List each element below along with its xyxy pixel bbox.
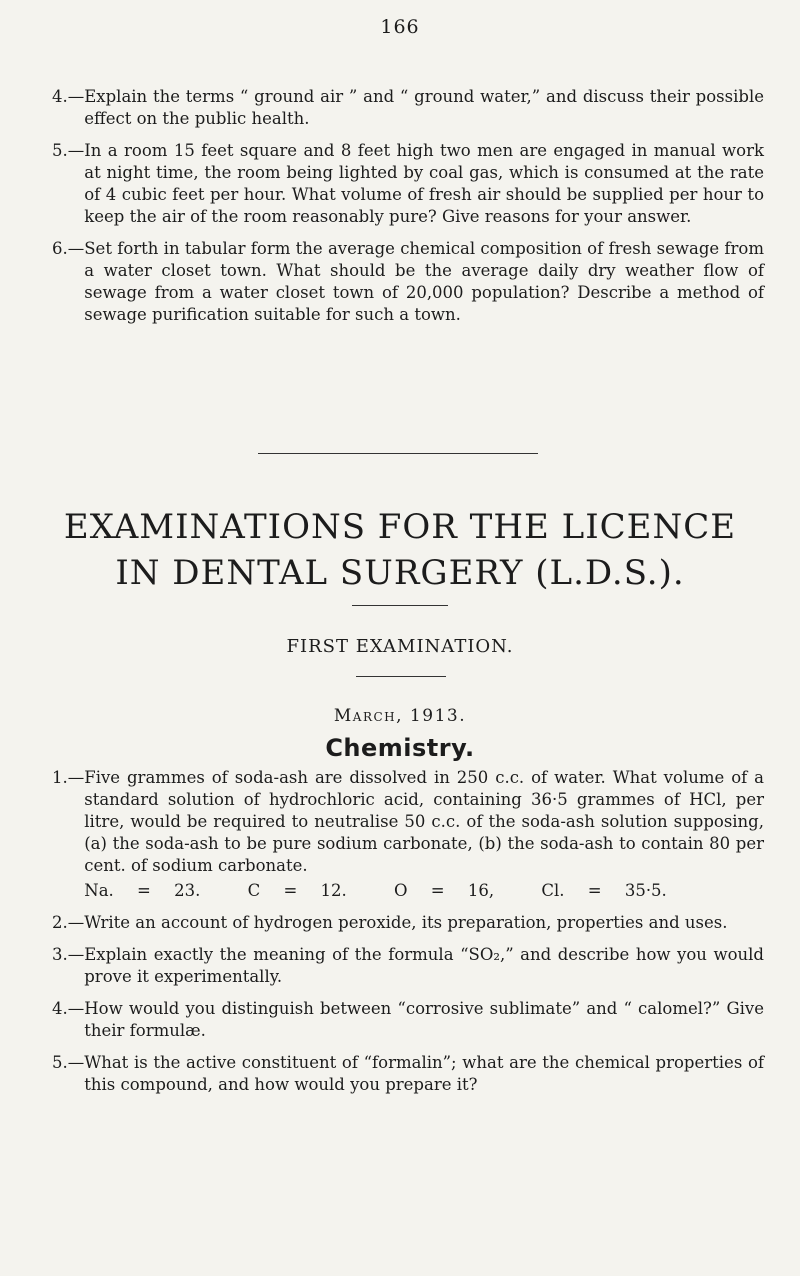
heading-line-1: EXAMINATIONS FOR THE LICENCE xyxy=(63,507,737,547)
subject-title: Chemistry. xyxy=(325,734,475,762)
question-number: 5.— xyxy=(52,1053,85,1072)
question-text: Explain exactly the meaning of the formula “SO₂,” and describe how you would prove it experimentally. xyxy=(84,945,764,986)
heading-line-2: IN DENTAL SURGERY (L.D.S.). xyxy=(115,553,685,593)
atomic-weight: Cl. = 35·5. xyxy=(541,881,667,900)
question-text: In a room 15 feet square and 8 feet high two men are engaged in manual work at night time, the room being lighted by coal gas, which is consumed at the rate of 4 cubic feet per hour. What volume of fresh air should be supplied per hour to keep the air of the room reasonably pure? Give reasons for your answer. xyxy=(84,141,764,226)
exam-questions xyxy=(52,767,764,1106)
list-item xyxy=(52,767,764,902)
previous-questions xyxy=(52,86,764,336)
page-number: 166 xyxy=(380,16,420,38)
list-item xyxy=(52,86,764,130)
exam-title-divider xyxy=(356,676,446,677)
atomic-weight: C = 12. xyxy=(247,881,347,900)
question-number: 4.— xyxy=(52,999,85,1018)
question-number: 3.— xyxy=(52,945,85,964)
question-number: 5.— xyxy=(52,141,85,160)
question-text: Set forth in tabular form the average chemical composition of fresh sewage from a water closet town. What should be the average daily dry weather flow of sewage from a water closet town of 20,000 population? Describe a method of sewage purification suitable for such a town. xyxy=(84,239,764,324)
list-item xyxy=(52,1052,764,1096)
list-item xyxy=(52,238,764,326)
exam-title: FIRST EXAMINATION. xyxy=(286,636,514,657)
list-item xyxy=(52,140,764,228)
atomic-weight: Na. = 23. xyxy=(84,881,201,900)
question-text: How would you distinguish between “corrosive sublimate” and “ calomel?” Give their formulæ. xyxy=(84,999,764,1040)
list-item xyxy=(52,944,764,988)
list-item xyxy=(52,912,764,934)
atomic-weight: O = 16, xyxy=(394,881,495,900)
question-number: 2.— xyxy=(52,913,85,932)
question-text: What is the active constituent of “formalin”; what are the chemical properties of this compound, and how would you prepare it? xyxy=(84,1053,764,1094)
question-number: 1.— xyxy=(52,768,85,787)
section-divider xyxy=(258,453,538,454)
exam-date: March, 1913. xyxy=(333,706,467,726)
question-text: Five grammes of soda-ash are dissolved in 250 c.c. of water. What volume of a standard solution of hydrochloric acid, containing 36·5 grammes of HCl, per litre, would be required to neutralise 50 c.c. of the soda-ash solution supposing, (a) the soda-ash to be pure sodium carbonate, (b) the soda-ash to contain 80 per cent. of sodium carbonate. xyxy=(84,768,764,875)
question-text: Write an account of hydrogen peroxide, its preparation, properties and uses. xyxy=(84,913,728,932)
question-number: 4.— xyxy=(52,87,85,106)
list-item xyxy=(52,998,764,1042)
heading-divider xyxy=(352,605,448,606)
question-number: 6.— xyxy=(52,239,85,258)
atomic-weights xyxy=(84,880,764,902)
question-text: Explain the terms “ ground air ” and “ ground water,” and discuss their possible effect on the public health. xyxy=(84,87,764,128)
